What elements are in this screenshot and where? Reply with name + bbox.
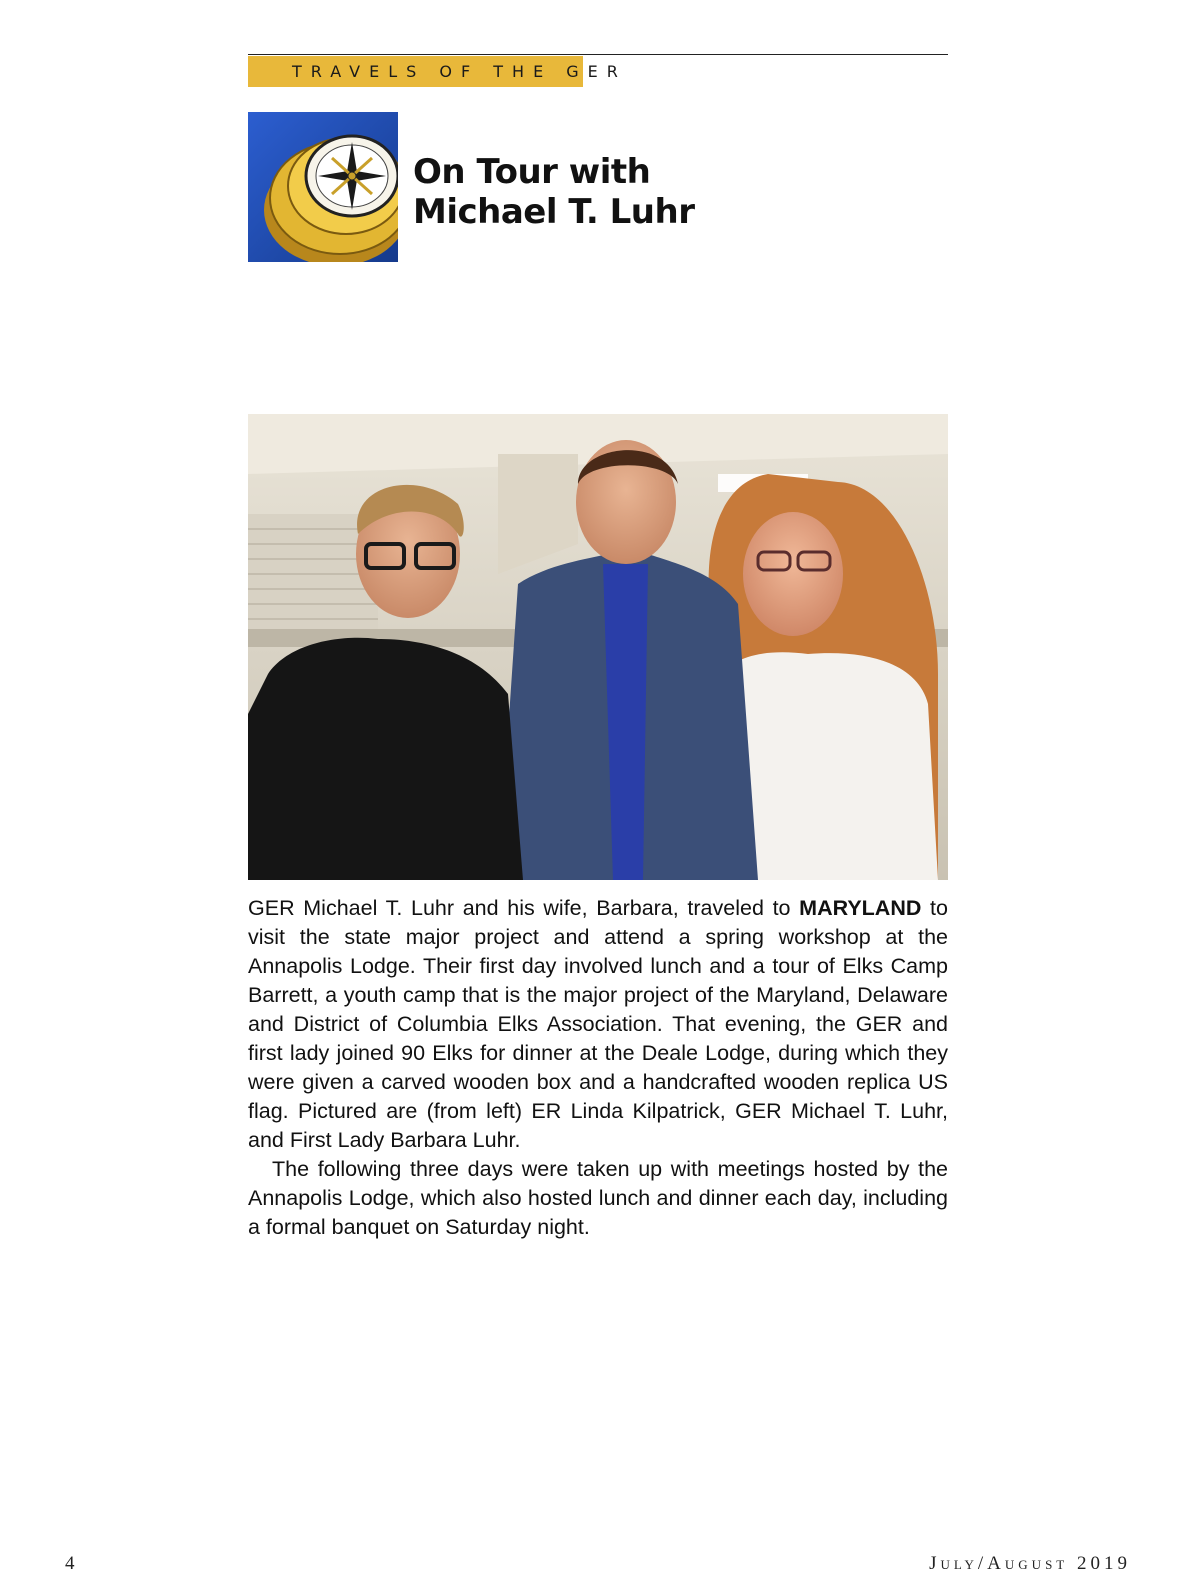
compass-icon <box>248 112 398 262</box>
state-name: MARYLAND <box>799 896 922 920</box>
paragraph-2: The following three days were taken up with meetings hosted by the Annapolis Lodge, which also hosted lunch and dinner each day, including a formal banquet on Saturday night. <box>248 1157 948 1239</box>
paragraph-1-intro: GER Michael T. Luhr and his wife, Barbara, traveled to <box>248 896 800 920</box>
article-body <box>248 894 948 1242</box>
article-title <box>413 152 913 232</box>
section-label: TRAVELS OF THE GER <box>292 62 627 81</box>
section-band <box>248 56 627 87</box>
title-line-1: On Tour with <box>413 152 651 192</box>
paragraph-1 <box>248 894 948 1155</box>
paragraph-1-rest: to visit the state major project and attend a spring workshop at the Annapolis Lodge. Their first day involved lunch and a tour of Elks Camp Barrett, a youth camp that is the major project of the Maryland, Delaware and District of Columbia Elks Association. That evening, the GER and first lady joined 90 Elks for dinner at the Deale Lodge, during which they were given a carved wooden box and a handcrafted wooden replica US flag. Pictured are (from left) ER Linda Kilpatrick, GER Michael T. Luhr, and First Lady Barbara Luhr. <box>248 896 948 1152</box>
title-line-2: Michael T. Luhr <box>413 192 695 232</box>
group-photo <box>248 414 948 880</box>
page-number: 4 <box>65 1553 75 1574</box>
issue-date: July/August 2019 <box>929 1553 1131 1574</box>
header-rule <box>248 54 948 55</box>
